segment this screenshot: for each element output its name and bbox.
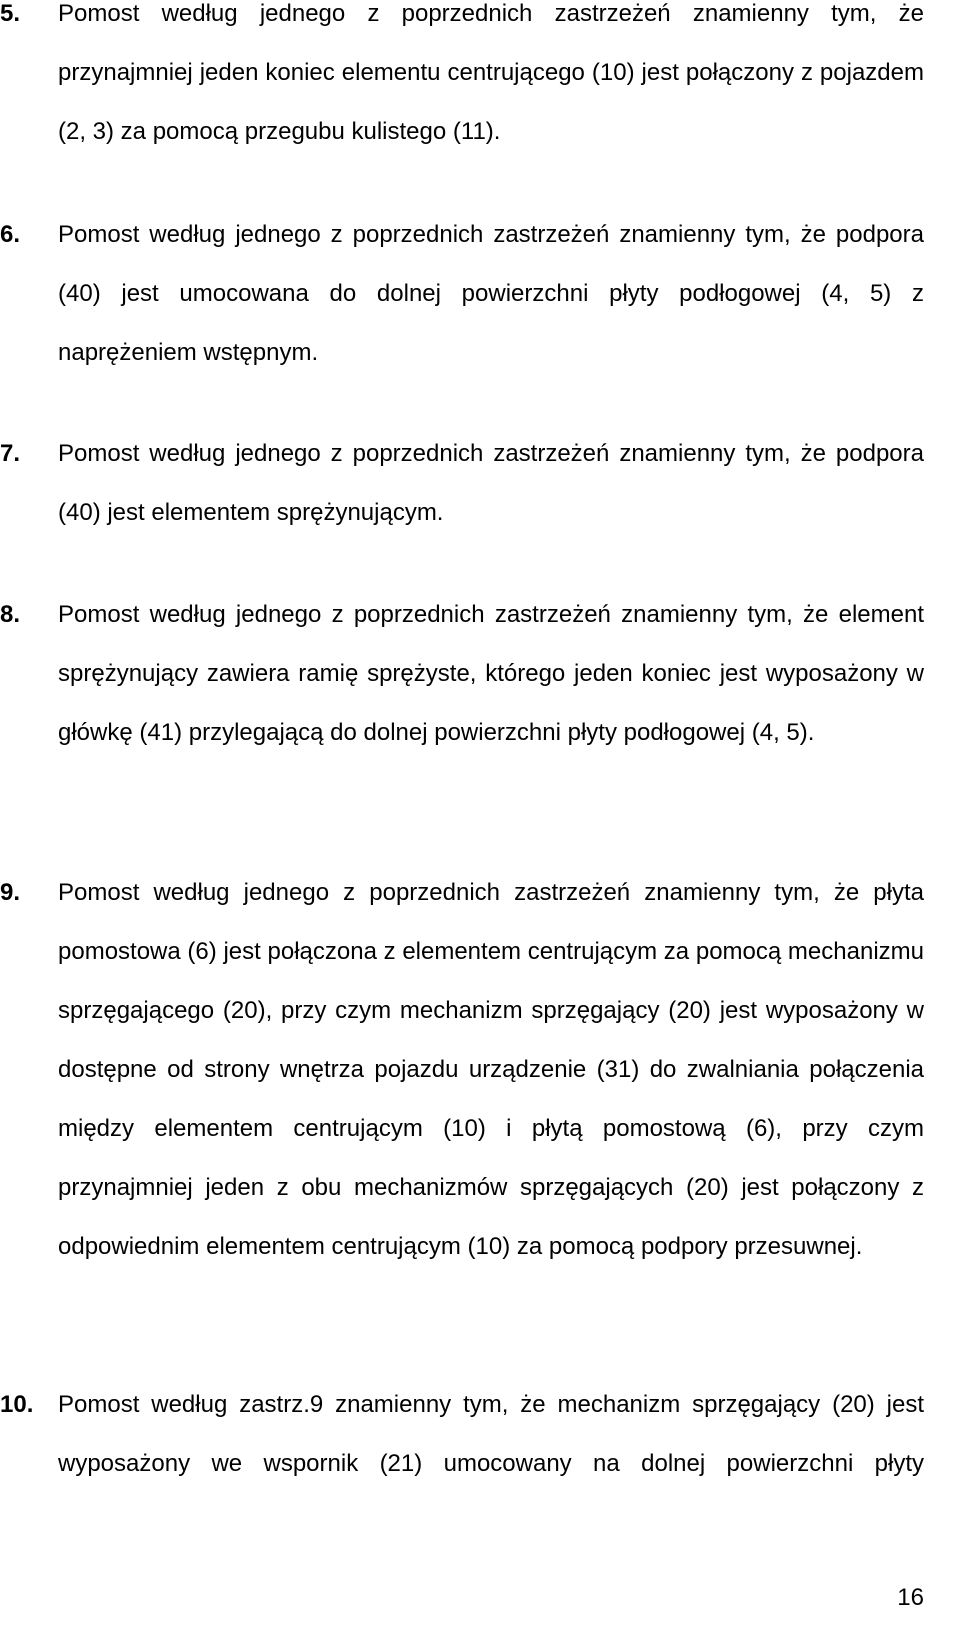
claim-number: 6. xyxy=(0,221,21,248)
claim-number: 7. xyxy=(0,440,21,467)
claim-number: 9. xyxy=(0,879,21,906)
claim-number: 10. xyxy=(0,1391,34,1418)
claim-8 xyxy=(0,585,960,762)
claim-6 xyxy=(0,205,960,382)
claim-text: Pomost według zastrz.9 znamienny tym, że mechanizm sprzęgający (20) jest wyposażony we wspornik (21) umocowany na dolnej powierzchni płyty xyxy=(58,1391,924,1477)
claim-text: Pomost według jednego z poprzednich zastrzeżeń znamienny tym, że element sprężynujący zawiera ramię sprężyste, którego jeden koniec jest wyposażony w główkę (41) przylegającą do dolnej powierzchni płyty podłogowej (4, 5). xyxy=(58,601,924,746)
claim-5 xyxy=(0,0,960,161)
claim-number: 8. xyxy=(0,601,21,628)
claim-10 xyxy=(0,1375,960,1493)
page-number: 16 xyxy=(897,1584,924,1611)
claim-9 xyxy=(0,863,960,1276)
claim-7 xyxy=(0,424,960,542)
claim-text: Pomost według jednego z poprzednich zastrzeżeń znamienny tym, że przynajmniej jeden koniec elementu centrującego (10) jest połączony z pojazdem (2, 3) za pomocą przegubu kulistego (11). xyxy=(58,0,924,145)
claim-text: Pomost według jednego z poprzednich zastrzeżeń znamienny tym, że płyta pomostowa (6) jest połączona z elementem centrującym za pomocą mechanizmu sprzęgającego (20), przy czym mechanizm sprzęgający (20) jest wyposażony w dostępne od strony wnętrza pojazdu urządzenie (31) do zwalniania połączenia między elementem centrującym (10) i płytą pomostową (6), przy czym przynajmniej jeden z obu mechanizmów sprzęgających (20) jest połączony z odpowiednim elementem centrującym (10) za pomocą podpory przesuwnej. xyxy=(58,879,924,1260)
claim-text: Pomost według jednego z poprzednich zastrzeżeń znamienny tym, że podpora (40) jest elementem sprężynującym. xyxy=(58,440,924,526)
claim-number: 5. xyxy=(0,0,21,27)
claim-text: Pomost według jednego z poprzednich zastrzeżeń znamienny tym, że podpora (40) jest umocowana do dolnej powierzchni płyty podłogowej (4, 5) z naprężeniem wstępnym. xyxy=(58,221,924,366)
